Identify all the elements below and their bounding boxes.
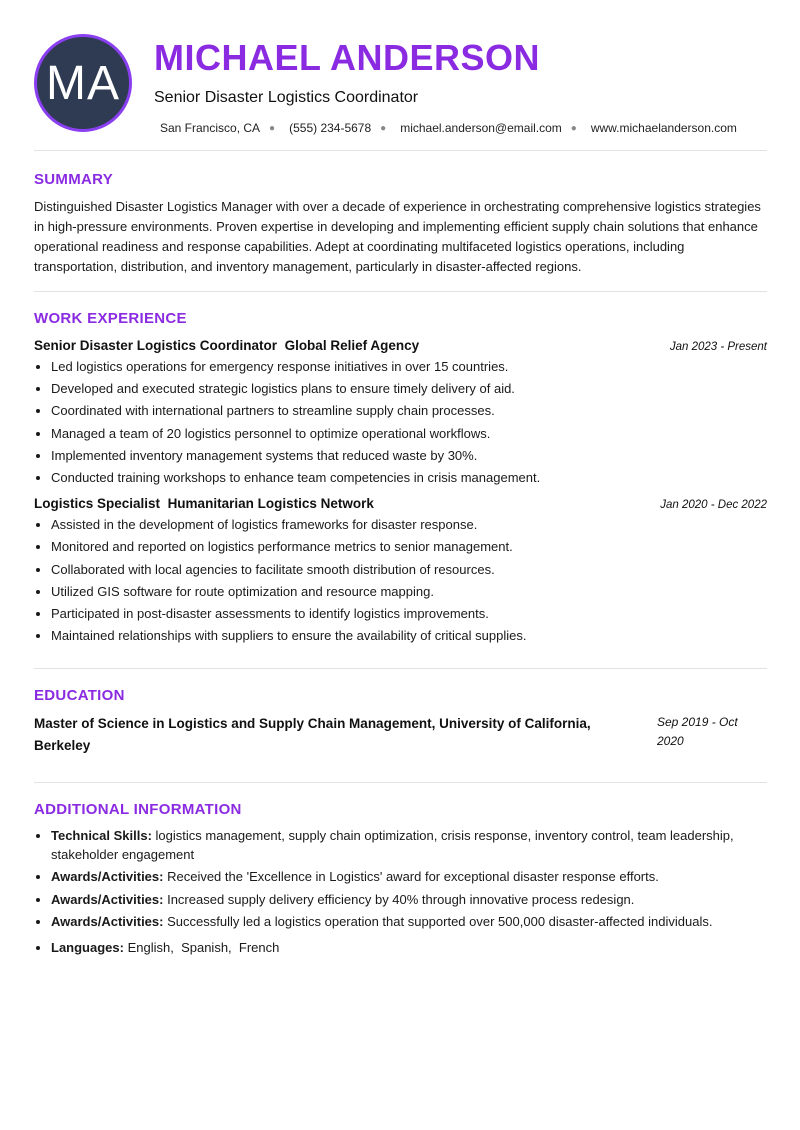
item-label: Languages: [51, 939, 124, 955]
list-item: • Collaborated with local agencies to facilitate smooth distribution of resources. [51, 559, 767, 581]
contact-website[interactable]: www.michaelanderson.com [590, 121, 737, 135]
contact-location: San Francisco, CA [160, 121, 261, 135]
list-item: • Led logistics operations for emergency response initiatives in over 15 countries. [51, 356, 767, 378]
list-item [51, 939, 767, 958]
separator-dot-icon: ● [380, 122, 387, 134]
section-heading-experience: WORK EXPERIENCE [34, 310, 187, 327]
job-dates: Jan 2023 - Present [669, 341, 767, 353]
list-item: • Maintained relationships with suppliers to ensure the availability of critical supplies. [51, 625, 767, 647]
additional-section [34, 783, 767, 957]
avatar-initials: MA [46, 56, 120, 110]
list-item: • Implemented inventory management systems that reduced waste by 30%. [51, 445, 767, 467]
list-item: • Monitored and reported on logistics performance metrics to senior management. [51, 536, 767, 558]
item-text: Received the 'Excellence in Logistics' award for exceptional disaster response efforts. [167, 869, 659, 884]
job-company: Humanitarian Logistics Network [167, 496, 374, 512]
list-item: • Utilized GIS software for route optimization and resource mapping. [51, 581, 767, 603]
job-role: Senior Disaster Logistics Coordinator [34, 338, 278, 353]
job-bullets [34, 356, 767, 489]
item-label: Awards/Activities: [51, 914, 164, 929]
summary-text: Distinguished Disaster Logistics Manager with over a decade of experience in orchestrating comprehensive logistics strategies in high-pressure environments. Proven expertise in developing and implementing efficient supply chain solutions that enhance operational readiness and response capabilities. Adept at coordinating multifaceted logistics operations, including transportation, distribution, and inventory management, particularly in disaster-affected regions. [34, 199, 761, 274]
item-text: Successfully led a logistics operation that supported over 500,000 disaster-affected individuals. [167, 914, 713, 929]
contact-info [160, 121, 737, 135]
education-dates: Sep 2019 - Oct 2020 [657, 715, 738, 748]
list-item: • Coordinated with international partners to streamline supply chain processes. [51, 400, 767, 422]
job-role: Logistics Specialist [34, 496, 161, 512]
item-text: English, Spanish, French [127, 939, 280, 955]
job-header [34, 496, 767, 511]
contact-email[interactable]: michael.anderson@email.com [400, 121, 562, 135]
job-company: Global Relief Agency [284, 338, 420, 353]
job-bullets [34, 514, 767, 647]
candidate-title: Senior Disaster Logistics Coordinator [154, 89, 419, 106]
item-label: Awards/Activities: [51, 869, 164, 884]
job-header [34, 338, 767, 353]
list-item: • Conducted training workshops to enhance team competencies in crisis management. [51, 467, 767, 489]
job-entry [34, 338, 767, 489]
list-item [51, 913, 767, 932]
item-text: logistics management, supply chain optimization, crisis response, inventory control, team leadership, stakeholder engagement [51, 828, 734, 862]
list-item [51, 891, 767, 910]
list-item: • Developed and executed strategic logistics plans to ensure timely delivery of aid. [51, 378, 767, 400]
separator-dot-icon: ● [570, 122, 577, 134]
section-heading-summary: SUMMARY [34, 171, 114, 188]
item-label: Technical Skills: [51, 828, 152, 843]
experience-section [34, 292, 767, 668]
list-item [51, 827, 767, 864]
job-title-line [34, 338, 419, 353]
item-text: Increased supply delivery efficiency by 40% through innovative process redesign. [167, 891, 635, 907]
avatar [34, 34, 132, 132]
job-dates: Jan 2020 - Dec 2022 [660, 499, 767, 512]
summary-section [34, 151, 767, 291]
education-degree: Master of Science in Logistics and Supply Chain Management, University of California, Berkeley [34, 716, 591, 753]
list-item [51, 868, 767, 887]
job-title-line [34, 496, 374, 511]
education-section [34, 669, 767, 764]
list-item: • Participated in post-disaster assessments to identify logistics improvements. [51, 603, 767, 625]
list-item: • Managed a team of 20 logistics personnel to optimize operational workflows. [51, 423, 767, 445]
section-heading-additional: ADDITIONAL INFORMATION [34, 801, 242, 818]
job-entry [34, 496, 767, 647]
section-heading-education: EDUCATION [34, 687, 125, 704]
additional-list [34, 827, 767, 957]
contact-phone: (555) 234-5678 [289, 121, 372, 135]
list-item: • Assisted in the development of logistics frameworks for disaster response. [51, 514, 767, 536]
education-entry [34, 713, 767, 757]
resume-header [34, 0, 767, 150]
candidate-name: MICHAEL ANDERSON [154, 37, 541, 78]
separator-dot-icon: ● [269, 122, 276, 134]
item-label: Awards/Activities: [51, 891, 164, 907]
